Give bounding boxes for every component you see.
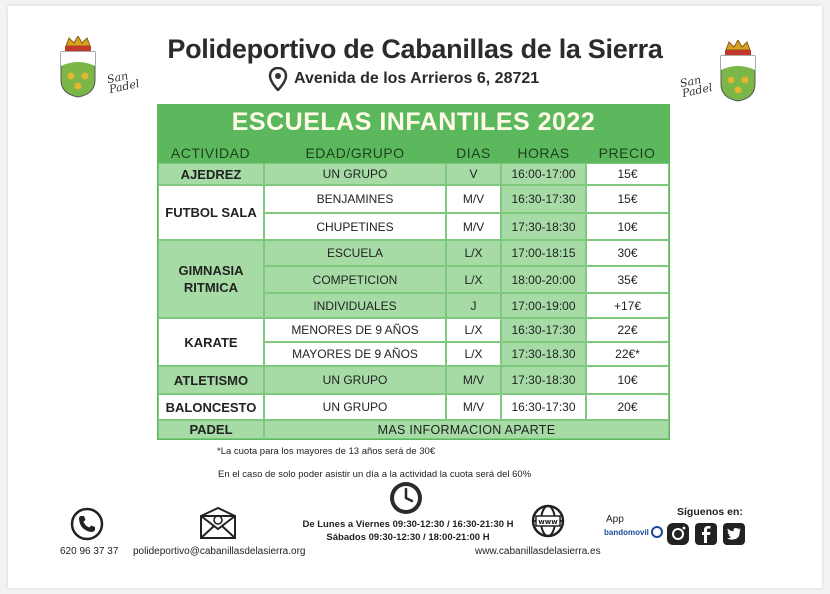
- cell-horas: 16:30-17:30: [501, 318, 586, 342]
- instagram-icon[interactable]: [666, 522, 690, 551]
- price-note: *La cuota para los mayores de 13 años será de 30€: [217, 446, 436, 457]
- activity-ajedrez: AJEDREZ: [158, 163, 264, 185]
- cell-dias: L/X: [446, 240, 501, 266]
- cell-horas: 16:30-17:30: [501, 185, 586, 213]
- activity-baloncesto: BALONCESTO: [158, 394, 264, 420]
- cell-dias: L/X: [446, 266, 501, 293]
- address: [268, 67, 539, 91]
- cell-grupo: BENJAMINES: [264, 185, 446, 213]
- social-label: Síguenos en:: [677, 506, 743, 518]
- hours-weekdays: De Lunes a Viernes 09:30-12:30 / 16:30-21:30 H: [302, 519, 514, 530]
- cell-precio: 35€: [586, 266, 669, 293]
- cell-grupo: UN GRUPO: [264, 394, 446, 420]
- column-header-dias: DIAS: [456, 145, 491, 161]
- column-header-precio: PRECIO: [598, 145, 656, 161]
- opening-hours: [278, 518, 538, 544]
- cell-horas: 17:30-18:30: [501, 366, 586, 394]
- app-label: App: [606, 514, 624, 525]
- cell-dias: M/V: [446, 394, 501, 420]
- app-badge[interactable]: [604, 526, 663, 538]
- cell-dias: L/X: [446, 318, 501, 342]
- cell-dias: M/V: [446, 213, 501, 240]
- padel-info: MAS INFORMACION APARTE: [264, 420, 669, 439]
- cell-horas: 17:30-18.30: [501, 342, 586, 366]
- globe-icon: [530, 503, 566, 544]
- clock-icon: [388, 480, 424, 521]
- cell-precio: 22€*: [586, 342, 669, 366]
- cell-precio: 10€: [586, 213, 669, 240]
- cell-precio: 20€: [586, 394, 669, 420]
- column-header-actividad: ACTIVIDAD: [170, 145, 251, 161]
- cell-precio: 15€: [586, 185, 669, 213]
- cell-horas: 16:30-17:30: [501, 394, 586, 420]
- attendance-note: En el caso de solo poder asistir un día a la actividad la cuota será del 60%: [218, 469, 532, 480]
- address-text: Avenida de los Arrieros 6, 28721: [294, 70, 540, 87]
- cell-dias: V: [446, 163, 501, 185]
- cell-precio: 10€: [586, 366, 669, 394]
- activity-padel: PADEL: [158, 420, 264, 439]
- email-icon: [199, 506, 237, 545]
- activity-gimnasia-ritmica: GIMNASIA RITMICA: [158, 240, 264, 318]
- activity-karate: KARATE: [158, 318, 264, 366]
- broadcast-icon: [651, 526, 663, 538]
- schedule-board: [157, 104, 670, 440]
- hours-saturday: Sábados 09:30-12:30 / 18:00-21:00 H: [326, 532, 490, 543]
- cell-horas: 18:00-20:00: [501, 266, 586, 293]
- page-title: Polideportivo de Cabanillas de la Sierra: [167, 34, 663, 64]
- cell-grupo: MAYORES DE 9 AÑOS: [264, 342, 446, 366]
- column-header-grupo: EDAD/GRUPO: [305, 145, 405, 161]
- cell-dias: L/X: [446, 342, 501, 366]
- app-name: bandomovil: [604, 527, 649, 537]
- email-address[interactable]: polideportivo@cabanillasdelasierra.org: [133, 546, 306, 557]
- svg-text:www: www: [538, 518, 558, 526]
- signature: San Padel: [105, 69, 141, 97]
- signature: San Padel: [678, 73, 714, 101]
- column-header-horas: HORAS: [517, 145, 570, 161]
- cell-precio: 22€: [586, 318, 669, 342]
- cell-grupo: ESCUELA: [264, 240, 446, 266]
- cell-dias: M/V: [446, 366, 501, 394]
- activity-atletismo: ATLETISMO: [158, 366, 264, 394]
- facebook-icon[interactable]: [694, 522, 718, 551]
- cell-horas: 17:00-19:00: [501, 293, 586, 318]
- cell-precio: +17€: [586, 293, 669, 318]
- cell-grupo: COMPETICION: [264, 266, 446, 293]
- cell-horas: 16:00-17:00: [501, 163, 586, 185]
- cell-dias: J: [446, 293, 501, 318]
- cell-grupo: CHUPETINES: [264, 213, 446, 240]
- location-pin-icon: [268, 67, 288, 91]
- phone-number: 620 96 37 37: [60, 546, 119, 557]
- cell-horas: 17:00-18:15: [501, 240, 586, 266]
- cell-grupo: UN GRUPO: [264, 366, 446, 394]
- twitter-icon[interactable]: [722, 522, 746, 551]
- phone-icon: [70, 507, 104, 546]
- cell-precio: 15€: [586, 163, 669, 185]
- cell-precio: 30€: [586, 240, 669, 266]
- cell-dias: M/V: [446, 185, 501, 213]
- cell-grupo: MENORES DE 9 AÑOS: [264, 318, 446, 342]
- board-title: ESCUELAS INFANTILES 2022: [231, 108, 596, 136]
- website-link[interactable]: www.cabanillasdelasierra.es: [475, 546, 601, 557]
- cell-grupo: INDIVIDUALES: [264, 293, 446, 318]
- activity-futbol-sala: FUTBOL SALA: [158, 185, 264, 240]
- cell-grupo: UN GRUPO: [264, 163, 446, 185]
- cell-horas: 17:30-18:30: [501, 213, 586, 240]
